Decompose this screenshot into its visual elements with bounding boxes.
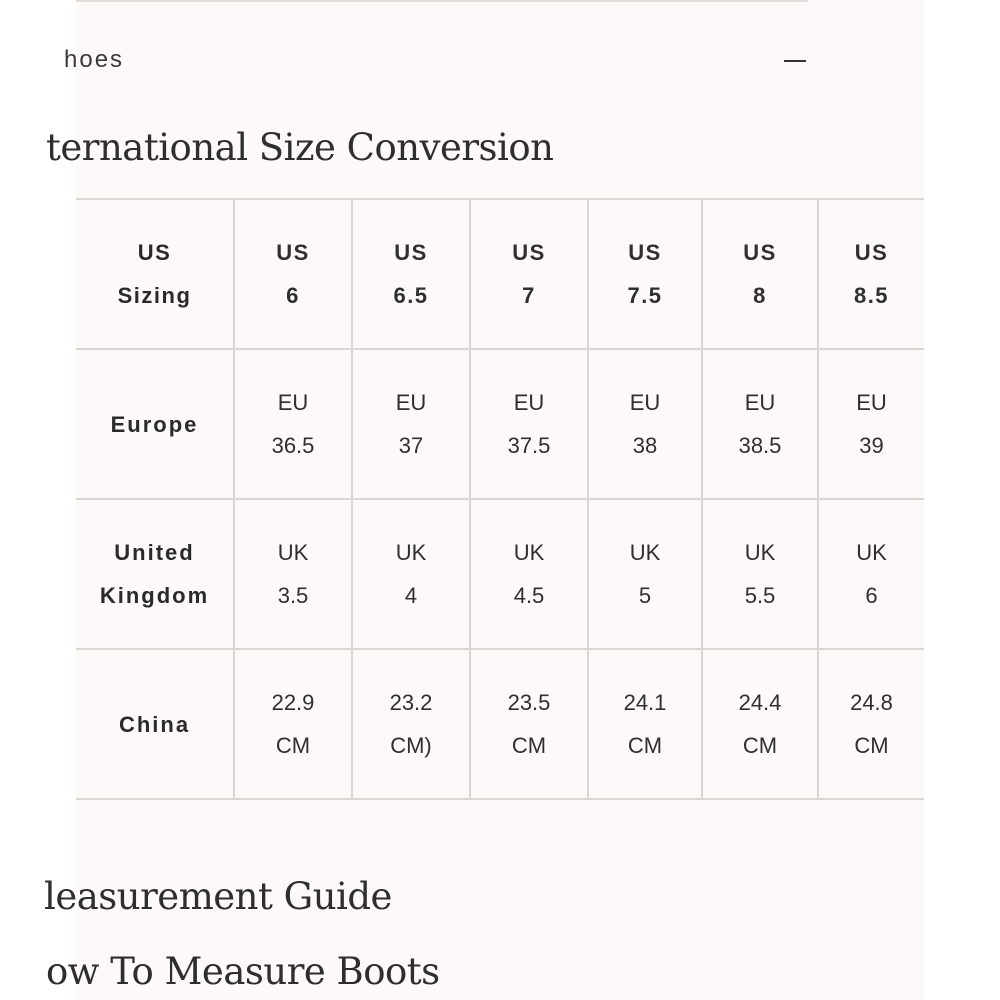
- size-value: US: [628, 240, 662, 265]
- table-row: [76, 649, 924, 799]
- size-value: EU: [395, 390, 427, 415]
- size-cell: [470, 349, 588, 499]
- size-cell: [352, 199, 470, 349]
- size-value: EU: [277, 390, 309, 415]
- size-value: UK: [629, 540, 661, 565]
- size-value: US: [854, 240, 889, 265]
- size-value: 8.5: [853, 283, 890, 308]
- size-cell: [818, 199, 924, 349]
- size-guide-page: [44, 0, 924, 1000]
- size-value: 3.5: [277, 583, 309, 608]
- row-label-cell: [76, 649, 234, 799]
- section-title: ternational Size Conversion: [46, 126, 554, 169]
- size-cell: [702, 499, 818, 649]
- size-value: 8: [753, 283, 767, 308]
- row-label-text: United: [114, 540, 195, 565]
- table-row: [76, 499, 924, 649]
- size-cell: [470, 649, 588, 799]
- row-label-text: US: [137, 240, 172, 265]
- size-cell: [234, 649, 352, 799]
- size-value: CM: [511, 733, 547, 758]
- size-cell: [352, 349, 470, 499]
- size-value: EU: [629, 390, 661, 415]
- size-value: UK: [744, 540, 776, 565]
- size-value: UK: [513, 540, 545, 565]
- size-cell: [818, 649, 924, 799]
- top-divider: [76, 0, 808, 2]
- size-value: US: [394, 240, 428, 265]
- size-cell: [702, 199, 818, 349]
- size-value: 24.4: [738, 690, 782, 715]
- size-value: 37: [398, 433, 424, 458]
- size-cell: [588, 499, 702, 649]
- size-cell: [588, 199, 702, 349]
- size-value: US: [743, 240, 777, 265]
- accordion-title: hoes: [64, 46, 125, 73]
- table-row: [76, 349, 924, 499]
- row-label-text: Europe: [110, 411, 199, 437]
- size-value: 22.9: [271, 690, 315, 715]
- size-value: UK: [395, 540, 427, 565]
- right-margin: [924, 0, 1000, 1000]
- size-value: EU: [513, 390, 545, 415]
- size-value: 24.1: [623, 690, 667, 715]
- size-cell: [352, 499, 470, 649]
- size-cell: [588, 349, 702, 499]
- shoes-accordion-header[interactable]: [64, 40, 924, 86]
- size-value: EU: [856, 390, 887, 415]
- size-cell: [234, 199, 352, 349]
- size-cell: [702, 649, 818, 799]
- size-value: 24.8: [850, 690, 893, 715]
- how-to-measure-boots-title[interactable]: ow To Measure Boots: [46, 950, 440, 993]
- size-cell: [234, 349, 352, 499]
- size-value: UK: [277, 540, 309, 565]
- size-value: 7: [522, 283, 536, 308]
- size-value: US: [512, 240, 546, 265]
- size-value: 5.5: [744, 583, 776, 608]
- size-value: 5: [638, 583, 652, 608]
- size-value: 6.5: [393, 283, 429, 308]
- size-cell: [470, 199, 588, 349]
- size-value: US: [276, 240, 310, 265]
- size-value: 23.5: [507, 690, 551, 715]
- row-label-text: Kingdom: [99, 583, 210, 608]
- size-value: 39: [859, 433, 884, 458]
- size-cell: [702, 349, 818, 499]
- size-value: 7.5: [627, 283, 663, 308]
- size-value: 4.5: [513, 583, 545, 608]
- size-conversion-table: [76, 198, 924, 800]
- size-cell: [234, 499, 352, 649]
- size-value: CM): [390, 733, 432, 758]
- size-value: 38: [632, 433, 658, 458]
- size-value: 36.5: [271, 433, 315, 458]
- size-value: 4: [404, 583, 418, 608]
- size-cell: [818, 349, 924, 499]
- size-cell: [352, 649, 470, 799]
- row-label-cell: [76, 349, 234, 499]
- size-value: CM: [742, 733, 778, 758]
- size-value: 6: [865, 583, 878, 608]
- size-value: 37.5: [507, 433, 551, 458]
- size-value: 23.2: [389, 690, 433, 715]
- size-value: CM: [275, 733, 311, 758]
- size-cell: [588, 649, 702, 799]
- row-label-cell: [76, 199, 234, 349]
- row-label-text: China: [118, 711, 191, 737]
- size-cell: [470, 499, 588, 649]
- size-value: UK: [856, 540, 887, 565]
- table-header-row: [76, 199, 924, 349]
- row-label-cell: [76, 499, 234, 649]
- size-value: CM: [854, 733, 889, 758]
- measurement-guide-title[interactable]: leasurement Guide: [44, 875, 392, 918]
- size-cell: [818, 499, 924, 649]
- row-label-text: Sizing: [117, 283, 192, 308]
- size-value: 6: [286, 283, 300, 308]
- minus-icon[interactable]: [782, 48, 810, 74]
- size-value: EU: [744, 390, 776, 415]
- size-value: CM: [627, 733, 663, 758]
- size-value: 38.5: [738, 433, 782, 458]
